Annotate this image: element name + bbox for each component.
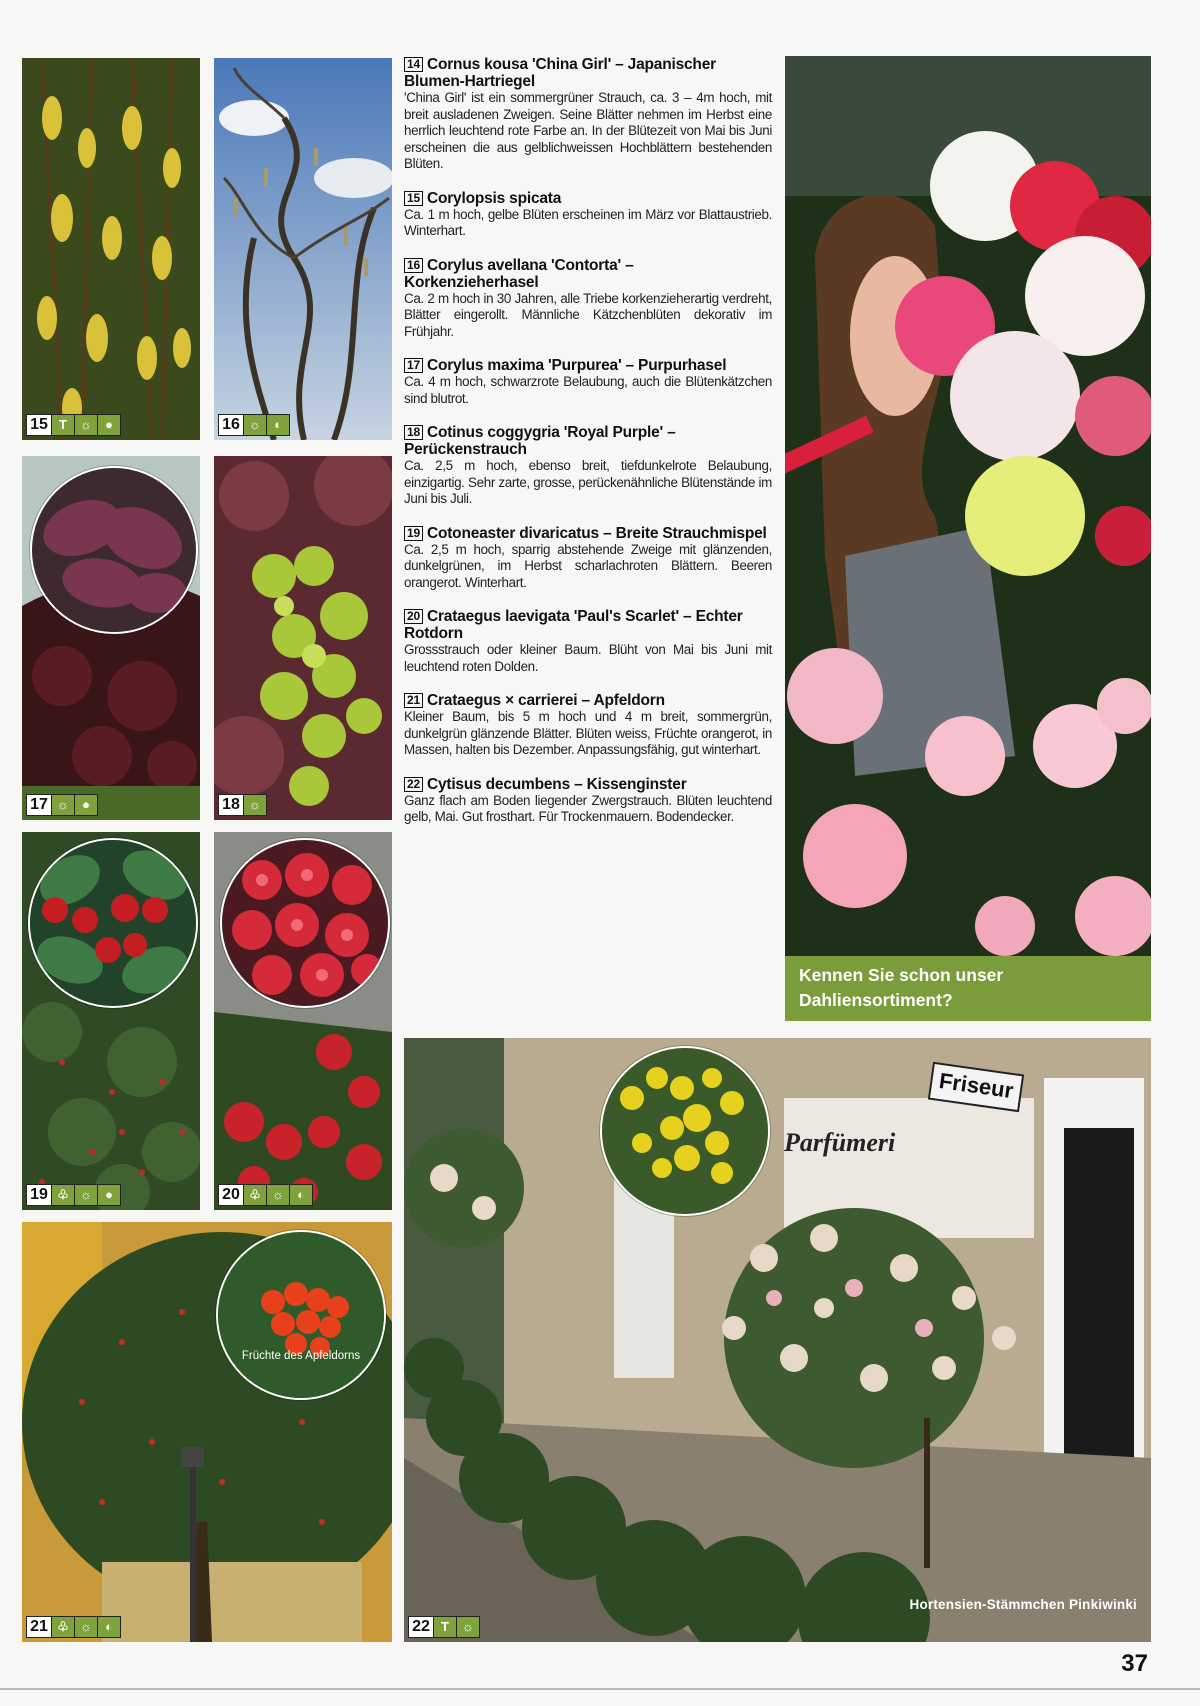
photo-dahlias	[785, 56, 1151, 956]
entry-crataegus-carrierei	[404, 692, 772, 759]
friseur-sign-text: Friseur	[937, 1067, 1015, 1104]
dahlia-girl-image	[785, 56, 1151, 956]
entry-title-text: Crataegus laevigata 'Paul's Scarlet' – Echter Rotdorn	[404, 608, 743, 642]
cotoneaster-berries-inset	[28, 838, 198, 1008]
dahlia-caption-line-2: Dahliensortiment?	[799, 990, 953, 1010]
entry-number: 14	[404, 57, 423, 72]
entry-number: 18	[404, 425, 423, 440]
entry-title-text: Cornus kousa 'China Girl' – Japanischer Blumen-Hartriegel	[404, 56, 716, 90]
entry-title	[404, 525, 772, 542]
photo-cotinus	[214, 456, 392, 820]
entry-title-text: Cotinus coggygria 'Royal Purple' – Perückenstrauch	[404, 424, 676, 458]
red-berries-image	[30, 840, 196, 1006]
entry-corylus-maxima	[404, 357, 772, 407]
corylopsis-image	[22, 58, 200, 440]
entry-title	[404, 190, 772, 207]
sun-icon: ☼	[457, 1616, 480, 1638]
photo-storefront-hydrangea	[404, 1038, 1151, 1642]
photo-number: 18	[218, 794, 244, 816]
entry-description: Ca. 1 m hoch, gelbe Blüten erscheinen im März vor Blattaustrieb. Winterhart.	[404, 206, 772, 238]
photo-badge	[218, 794, 267, 816]
entry-title	[404, 357, 772, 374]
photo-number: 21	[26, 1616, 52, 1638]
entry-description: Ca. 2 m hoch in 30 Jahren, alle Triebe korkenzieherartig verdreht, Blätter eingerollt. Männliche Kätzchenblüten dekorativ im Frühjahr.	[404, 290, 772, 339]
photo-badge	[26, 414, 121, 436]
entry-description: 'China Girl' ist ein sommergrüner Strauch, ca. 3 – 4m hoch, mit breit ausladenen Zweigen. Seine Blätter nehmen im Herbst eine herrlich leuchtend rote Farbe an. In der Blütezeit von Mai bis Juni erscheinen die aus gelblichweissen Hochblättern bestehenden Blüten.	[404, 90, 772, 171]
entry-number: 20	[404, 609, 423, 624]
contorta-image	[214, 58, 392, 440]
shade-icon: ●	[75, 794, 98, 816]
photo-badge	[408, 1616, 480, 1638]
sun-icon: ☼	[75, 1184, 98, 1206]
bee-icon: ♧	[52, 1184, 75, 1206]
storefront-caption: Hortensien-Stämmchen Pinkiwinki	[909, 1597, 1137, 1612]
entry-description: Ca. 2,5 m hoch, ebenso breit, tiefdunkelrote Belaubung, einzigartig. Sehr zarte, grosse, perückenähnliche Blütenstände im Juni bis Juli.	[404, 458, 772, 506]
entry-title	[404, 608, 772, 642]
entry-title-text: Crataegus × carrierei – Apfeldorn	[426, 692, 665, 709]
apfeldorn-fruit-inset	[216, 1230, 386, 1400]
photo-number: 20	[218, 1184, 244, 1206]
entry-number: 22	[404, 777, 423, 792]
sun-icon: ☼	[244, 414, 267, 436]
shade-icon: ●	[98, 414, 121, 436]
parfumerie-lettering	[784, 1128, 895, 1158]
tree-form-icon: T	[434, 1616, 457, 1638]
half-shade-icon: ◐	[290, 1184, 313, 1206]
photo-number: 15	[26, 414, 52, 436]
entry-description: Grossstrauch oder kleiner Baum. Blüht von Mai bis Juni mit leuchtend roten Dolden.	[404, 642, 772, 674]
storefront-image	[404, 1038, 1151, 1642]
dahlia-promo-caption	[785, 956, 1151, 1021]
entry-title-text: Cotoneaster divaricatus – Breite Strauchmispel	[426, 524, 767, 542]
entry-title	[404, 56, 772, 90]
photo-cotoneaster	[22, 832, 200, 1210]
entry-title-text: Corylus avellana 'Contorta' – Korkenzieherhasel	[404, 256, 634, 291]
entry-corylus-avellana	[404, 257, 772, 341]
photo-number: 17	[26, 794, 52, 816]
red-blossoms-image	[222, 840, 388, 1006]
yellow-broom-image	[602, 1048, 768, 1214]
photo-badge	[218, 414, 290, 436]
shade-icon: ●	[98, 1184, 121, 1206]
purpurhasel-leaf-inset	[30, 466, 198, 634]
sun-icon: ☼	[75, 1616, 98, 1638]
sun-icon: ☼	[75, 414, 98, 436]
entry-description: Ca. 4 m hoch, schwarzrote Belaubung, auch die Blütenkätzchen sind blutrot.	[404, 374, 772, 406]
photo-badge	[26, 794, 98, 816]
entry-corylopsis	[404, 190, 772, 240]
half-shade-icon: ◐	[98, 1616, 121, 1638]
page-number: 37	[1121, 1650, 1148, 1677]
bee-icon: ♧	[244, 1184, 267, 1206]
rotdorn-blossom-inset	[220, 838, 390, 1008]
inset-caption: Früchte des Apfeldorns	[241, 1350, 361, 1362]
sun-icon: ☼	[52, 794, 75, 816]
entry-crataegus-laevigata	[404, 608, 772, 675]
photo-corylus-contorta	[214, 58, 392, 440]
photo-number: 19	[26, 1184, 52, 1206]
entry-description: Ganz flach am Boden liegender Zwergstrauch. Blüten leuchtend gelb, Mai. Gut frosthart. Für Trockenmauern. Bodendecker.	[404, 792, 772, 824]
entry-cotinus	[404, 424, 772, 508]
cytisus-flower-inset	[600, 1046, 770, 1216]
entry-title-text: Corylus maxima 'Purpurea' – Purpurhasel	[426, 357, 727, 374]
photo-crataegus-pauls-scarlet	[214, 832, 392, 1210]
half-shade-icon: ◐	[267, 414, 290, 436]
photo-number: 16	[218, 414, 244, 436]
entry-number: 16	[404, 258, 423, 273]
entry-cornus-kousa	[404, 56, 772, 173]
entry-title	[404, 776, 772, 793]
entry-description: Ca. 2,5 m hoch, sparrig abstehende Zweige mit glänzenden, dunkelgrünen, im Herbst scharlachroten Blättern. Beeren orangerot. Winterhart.	[404, 541, 772, 590]
sun-icon: ☼	[244, 794, 267, 816]
entry-number: 15	[404, 191, 423, 206]
parfumerie-text: Parfümeri	[784, 1128, 896, 1157]
entry-cytisus	[404, 776, 772, 826]
photo-badge	[218, 1184, 313, 1206]
tree-form-icon: T	[52, 414, 75, 436]
photo-crataegus-carrierei	[22, 1222, 392, 1642]
bottom-rule	[0, 1688, 1200, 1690]
sun-icon: ☼	[267, 1184, 290, 1206]
purple-leaves-image	[32, 468, 196, 632]
photo-corylopsis	[22, 58, 200, 440]
entry-title	[404, 692, 772, 709]
bee-icon: ♧	[52, 1616, 75, 1638]
entry-title	[404, 424, 772, 458]
photo-corylus-purpurea	[22, 456, 200, 820]
entry-number: 17	[404, 358, 423, 373]
photo-number: 22	[408, 1616, 434, 1638]
entry-title-text: Cytisus decumbens – Kissenginster	[426, 775, 687, 793]
entry-cotoneaster	[404, 525, 772, 592]
orange-fruits-image	[218, 1232, 384, 1398]
entry-title	[404, 257, 772, 291]
cotinus-image	[214, 456, 392, 820]
plant-descriptions	[404, 56, 772, 843]
entry-number: 21	[404, 693, 423, 708]
photo-badge	[26, 1616, 121, 1638]
entry-description: Kleiner Baum, bis 5 m hoch und 4 m breit, sommergrün, dunkelgrün glänzende Blätter. Blüten weiss, Früchte orangerot, in Massen, halten bis Dezember. Anpassungsfähig, gut winterhart.	[404, 709, 772, 757]
dahlia-caption-line-1: Kennen Sie schon unser	[799, 965, 1004, 985]
photo-badge	[26, 1184, 121, 1206]
entry-number: 19	[404, 526, 423, 541]
entry-title-text: Corylopsis spicata	[426, 189, 562, 207]
